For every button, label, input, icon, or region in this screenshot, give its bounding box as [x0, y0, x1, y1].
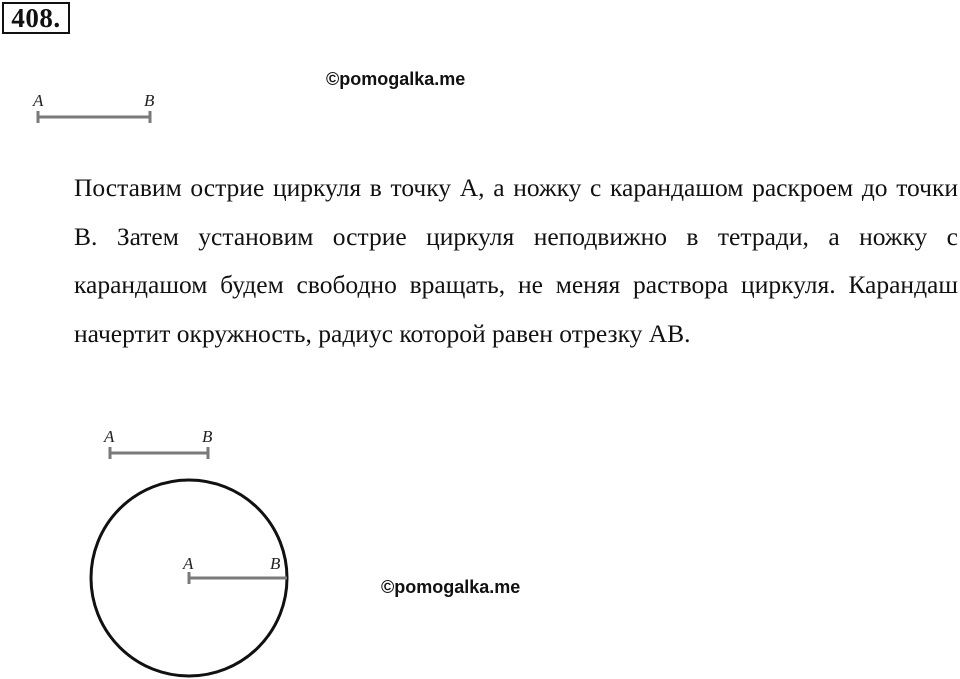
label-point-b-top: B — [144, 91, 155, 110]
label-point-a-segment: A — [104, 427, 115, 446]
circle-drawing — [91, 480, 287, 676]
solution-text: Поставим острие циркуля в точку А, а ножку с карандашом раскроем до точки В. Затем установим острие циркуля неподвижно в тетради, а ножку с карандашом будем свободно вращать, не меняя раствора циркуля. Карандаш начертит окружность, радиус которой равен отрезку АВ. — [74, 173, 958, 348]
label-center-a: A — [183, 554, 194, 573]
task-number: 408. — [2, 2, 70, 34]
segment-ab-bottom — [103, 427, 213, 459]
watermark-top: ©pomogalka.me — [326, 69, 466, 89]
label-point-a-top: A — [33, 91, 44, 110]
watermark-bottom: ©pomogalka.me — [381, 577, 521, 597]
label-radius-b: B — [270, 554, 281, 573]
segment-ab-top — [32, 91, 155, 123]
label-point-b-segment: B — [202, 427, 213, 446]
